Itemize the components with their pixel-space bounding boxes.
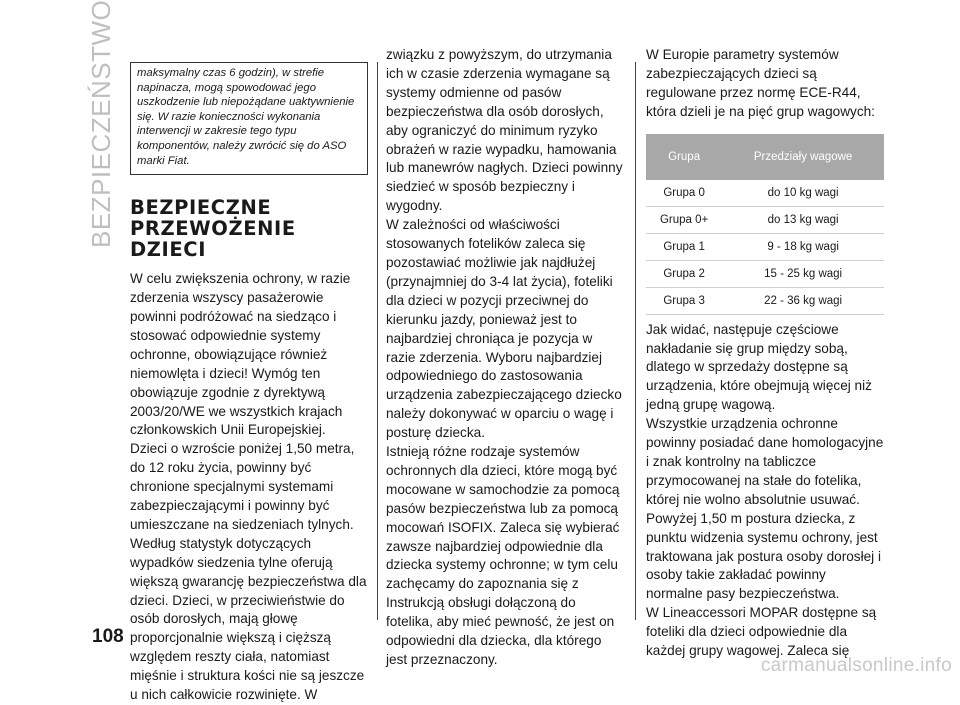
column-3 bbox=[646, 47, 884, 661]
heading-line-1: BEZPIECZNE bbox=[130, 196, 272, 220]
column-3-body: Jak widać, następuje częściowe nakładanie się grup między sobą, dlatego w sprzedaży dostępne są urządzenia, które obejmują więcej niż jedną grupę wagową. Wszystkie urządzenia ochronne powinny posiadać dane homologacyjne i znak kontrolny na tabliczce przymocowanej na stałe do fotelika, której nie wolno absolutnie usuwać. Powyżej 1,50 m postura dziecka, z punktu widzenia systemu ochrony, jest traktowana jak postura osoby dorosłej i osoby takie zakładać powinny normalne pasy bezpieczeństwa. W Lineaccessori MOPAR dostępne są foteliki dla dzieci odpowiednie dla każdej grupy wagowej. Zaleca się bbox=[646, 321, 884, 659]
column-1 bbox=[130, 62, 368, 705]
table-cell-group: Grupa 0 bbox=[646, 180, 722, 207]
table-cell-weight: do 13 kg wagi bbox=[722, 206, 884, 233]
column-1-body: W celu zwiększenia ochrony, w razie zderzenia wszyscy pasażerowie powinni podróżować na siedząco i stosować odpowiednie systemy ochronne, obowiązujące również niemowlęta i dzieci! Wymóg ten obowiązuje zgodnie z dyrektywą 2003/20/WE we wszystkich krajach członkowskich Unii Europejskiej. Dzieci o wzroście poniżej 1,50 metra, do 12 roku życia, powinny być chronione specjalnymi systemami zabezpieczającymi i powinny być umieszczane na siedzeniach tylnych. Według statystyk dotyczących wypadków siedzenia tylne oferują większą gwarancję bezpieczeństwa dla dzieci. Dzieci, w przeciwieństwie do osób dorosłych, mają głowę proporcjonalnie większą i cięższą względem reszty ciała, natomiast mięśnie i struktura kości nie są jeszcze u nich całkowicie rozwinięte. W bbox=[130, 271, 367, 703]
page-number: 108 bbox=[92, 626, 124, 647]
table-cell-weight: 9 - 18 kg wagi bbox=[722, 233, 884, 260]
heading-line-2: PRZEWOŻENIE bbox=[130, 217, 296, 241]
note-text: maksymalny czas 6 godzin), w strefie napinacza, mogą spowodować jego uszkodzenie lub niepożądane uaktywnienie się. W razie konieczności wykonania interwencji w zakresie tego typu komponentów, należy zwrócić się do ASO marki Fiat. bbox=[137, 67, 355, 167]
column-2-body: związku z powyższym, do utrzymania ich w czasie zderzenia wymagane są systemy odmienne od pasów bezpieczeństwa dla osób dorosłych, aby ograniczyć do minimum ryzyko obrażeń w razie wypadku, hamowania lub manewrów nagłych. Dzieci powinny siedzieć w sposób bezpieczny i wygodny. W zależności od właściwości stosowanych fotelików zaleca się pozostawiać możliwie jak najdłużej (przynajmniej do 3-4 lat życia), foteliki dla dzieci w pozycji przeciwnej do kierunku jazdy, ponieważ jest to najbardziej chroniąca je pozycja w razie zderzenia. Wyboru najbardziej odpowiedniego do zastosowania urządzenia zabezpieczającego dziecko należy dokonywać w oparciu o wagę i posturę dziecka. Istnieją różne rodzaje systemów ochronnych dla dzieci, które mogą być mocowane w samochodzie za pomocą pasów bezpieczeństwa lub za pomocą mocowań ISOFIX. Zaleca się wybierać zawsze najbardziej odpowiednie dla dziecka systemy ochronne; w tym celu zachęcamy do zapoznania się z Instrukcją obsługi dołączoną do fotelika, aby mieć pewność, że jest on odpowiedni dla dziecka, dla którego jest przeznaczony. bbox=[386, 47, 623, 667]
table-cell-group: Grupa 0+ bbox=[646, 206, 722, 233]
section-side-title: BEZPIECZEŃSTWO bbox=[86, 0, 116, 248]
weight-groups-table bbox=[646, 134, 884, 315]
heading-line-3: DZIECI bbox=[130, 238, 207, 262]
table-cell-weight: 22 - 36 kg wagi bbox=[722, 287, 884, 314]
column-3-intro: W Europie parametry systemów zabezpieczających dzieci są regulowane przez normę ECE-R44, która dzieli je na pięć grup wagowych: bbox=[646, 47, 875, 119]
table-cell-weight: 15 - 25 kg wagi bbox=[722, 260, 884, 287]
column-divider-1 bbox=[377, 62, 378, 620]
table-header-row bbox=[646, 134, 884, 180]
table-cell-group: Grupa 2 bbox=[646, 260, 722, 287]
watermark: carmanualsonline.info bbox=[760, 655, 952, 676]
table-row bbox=[646, 260, 884, 287]
table-cell-group: Grupa 3 bbox=[646, 287, 722, 314]
note-box bbox=[130, 62, 368, 175]
table-cell-weight: do 10 kg wagi bbox=[722, 180, 884, 207]
table-row bbox=[646, 287, 884, 314]
table-cell-group: Grupa 1 bbox=[646, 233, 722, 260]
table-row bbox=[646, 206, 884, 233]
column-divider-2 bbox=[635, 62, 636, 620]
table-row bbox=[646, 233, 884, 260]
table-header-group: Grupa bbox=[646, 134, 722, 180]
table-row bbox=[646, 180, 884, 207]
column-2 bbox=[386, 47, 624, 670]
section-heading bbox=[130, 197, 368, 260]
table-header-weight: Przedziały wagowe bbox=[722, 134, 884, 180]
